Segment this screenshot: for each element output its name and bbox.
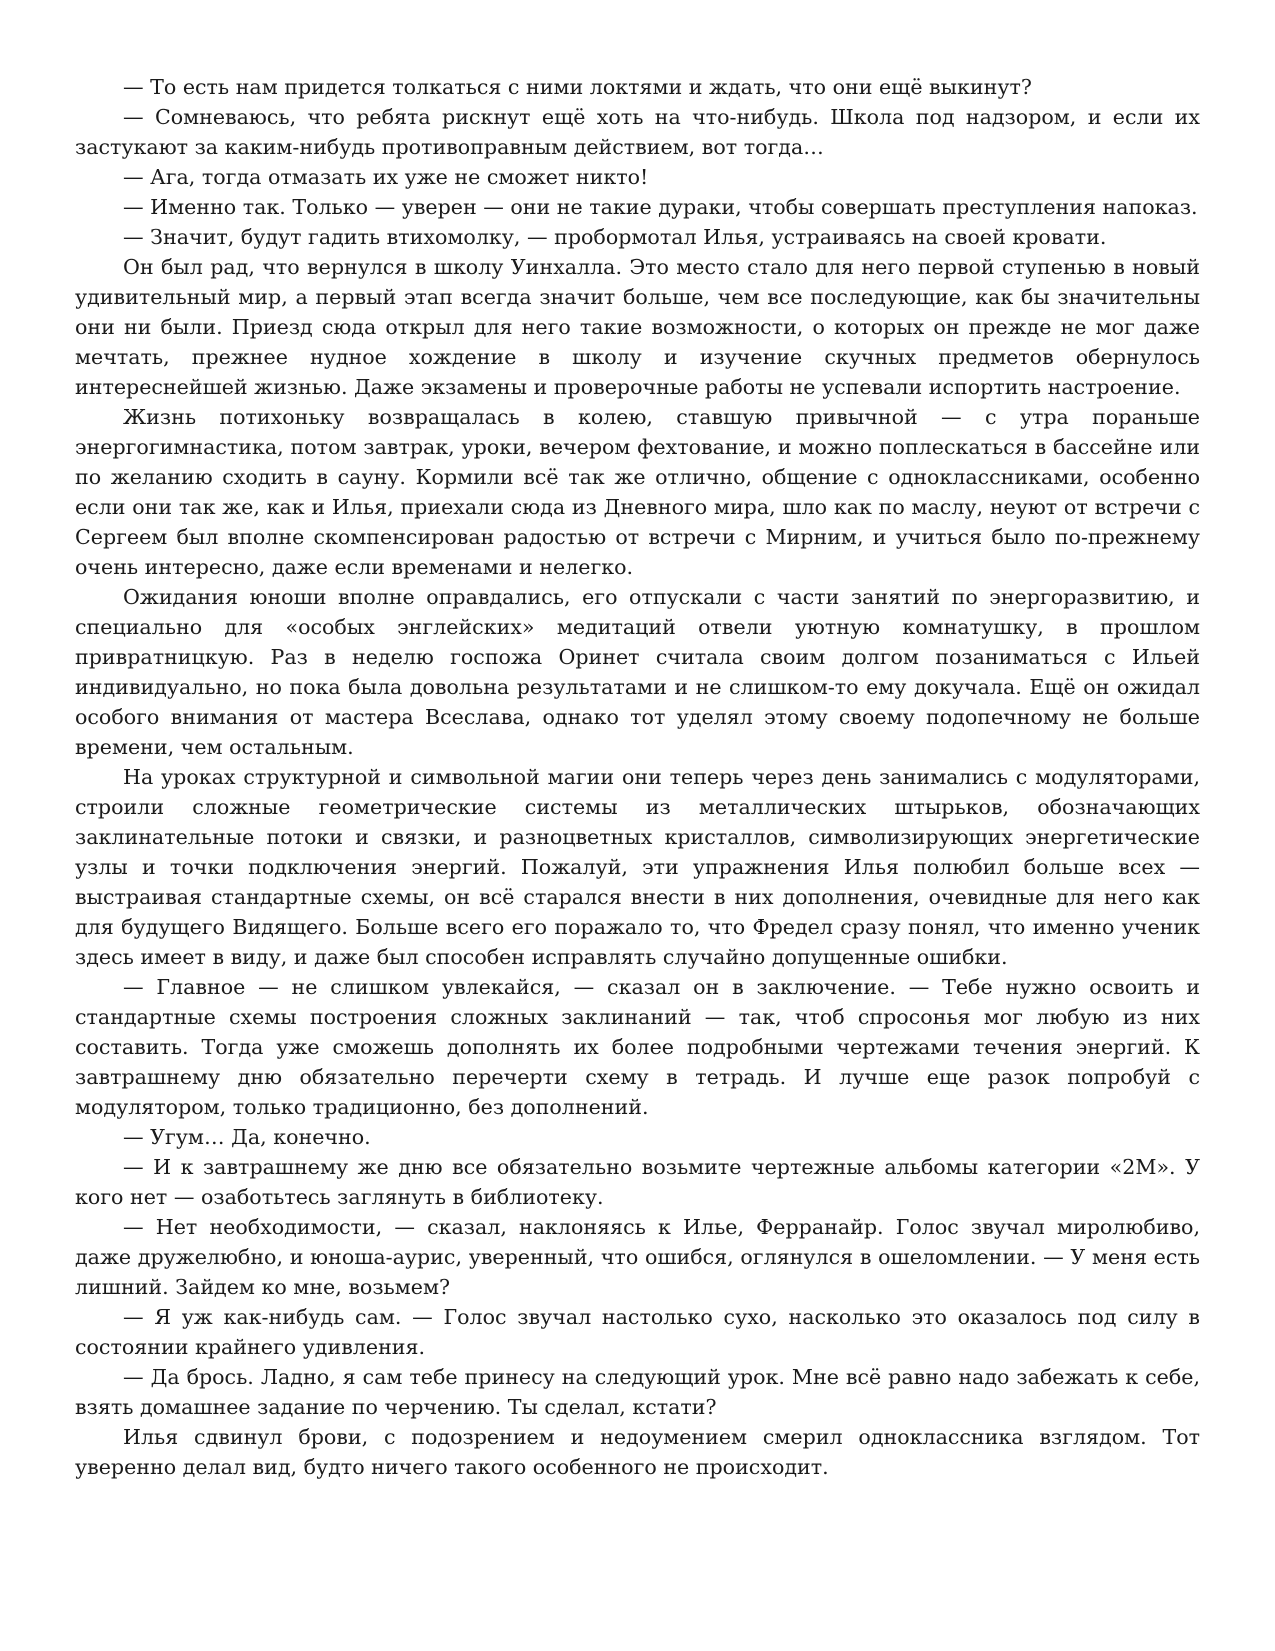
paragraph-13: — Нет необходимости, — сказал, наклоняясь к Илье, Ферранайр. Голос звучал миролюбиво, даже дружелюбно, и юноша-аурис, уверенный, что ошибся, оглянулся в ошеломлении. — У меня есть лишний. Зайдем ко мне, возьмем?	[75, 1215, 1200, 1299]
paragraph-8: Ожидания юноши вполне оправдались, его отпускали с части занятий по энергоразвитию, и специально для «особых энглейских» медитаций отвели уютную комнатушку, в прошлом привратницкую. Раз в неделю госпожа Оринет считала своим долгом позаниматься с Ильей индивидуально, но пока была довольна результатами и не слишком-то ему докучала. Ещё он ожидал особого внимания от мастера Всеслава, однако тот уделял этому своему подопечному не больше времени, чем остальным.	[75, 585, 1200, 759]
paragraph-6: Он был рад, что вернулся в школу Уинхалла. Это место стало для него первой ступенью в новый удивительный мир, а первый этап всегда значит больше, чем все последующие, как бы значительны они ни были. Приезд сюда открыл для него такие возможности, о которых он прежде не мог даже мечтать, прежнее нудное хождение в школу и изучение скучных предметов обернулось интереснейшей жизнью. Даже экзамены и проверочные работы не успевали испортить настроение.	[75, 255, 1200, 399]
paragraph-11: — Угум… Да, конечно.	[123, 1125, 371, 1149]
paragraph-7: Жизнь потихоньку возвращалась в колею, ставшую привычной — с утра пораньше энергогимнастика, потом завтрак, уроки, вечером фехтование, и можно поплескаться в бассейне или по желанию сходить в сауну. Кормили всё так же отлично, общение с одноклассниками, особенно если они так же, как и Илья, приехали сюда из Дневного мира, шло как по маслу, неуют от встречи с Сергеем был вполне скомпенсирован радостью от встречи с Мирним, и учиться было по-прежнему очень интересно, даже если временами и нелегко.	[75, 405, 1200, 579]
paragraph-12: — И к завтрашнему же дню все обязательно возьмите чертежные альбомы категории «2М». У кого нет — озаботьтесь заглянуть в библиотеку.	[75, 1155, 1200, 1209]
paragraph-1: — То есть нам придется толкаться с ними локтями и ждать, что они ещё выкинут?	[123, 75, 1032, 99]
paragraph-2: — Сомневаюсь, что ребята рискнут ещё хоть на что-нибудь. Школа под надзором, и если их застукают за каким-нибудь противоправным действием, вот тогда…	[75, 105, 1200, 159]
paragraph-16: Илья сдвинул брови, с подозрением и недоумением смерил одноклассника взглядом. Тот уверенно делал вид, будто ничего такого особенного не происходит.	[75, 1425, 1200, 1479]
book-page	[75, 72, 1200, 1482]
paragraph-14: — Я уж как-нибудь сам. — Голос звучал настолько сухо, насколько это оказалось под силу в состоянии крайнего удивления.	[75, 1305, 1200, 1359]
paragraph-15: — Да брось. Ладно, я сам тебе принесу на следующий урок. Мне всё равно надо забежать к себе, взять домашнее задание по черчению. Ты сделал, кстати?	[75, 1365, 1200, 1419]
paragraph-4: — Именно так. Только — уверен — они не такие дураки, чтобы совершать преступления напоказ.	[123, 195, 1198, 219]
paragraph-10: — Главное — не слишком увлекайся, — сказал он в заключение. — Тебе нужно освоить и стандартные схемы построения сложных заклинаний — так, чтоб спросонья мог любую из них составить. Тогда уже сможешь дополнять их более подробными чертежами течения энергий. К завтрашнему дню обязательно перечерти схему в тетрадь. И лучше еще разок попробуй с модулятором, только традиционно, без дополнений.	[75, 975, 1200, 1119]
paragraph-9: На уроках структурной и символьной магии они теперь через день занимались с модуляторами, строили сложные геометрические системы из металлических штырьков, обозначающих заклинательные потоки и связки, и разноцветных кристаллов, символизирующих энергетические узлы и точки подключения энергий. Пожалуй, эти упражнения Илья полюбил больше всех — выстраивая стандартные схемы, он всё старался внести в них дополнения, очевидные для него как для будущего Видящего. Больше всего его поражало то, что Фредел сразу понял, что именно ученик здесь имеет в виду, и даже был способен исправлять случайно допущенные ошибки.	[75, 765, 1200, 969]
paragraph-3: — Ага, тогда отмазать их уже не сможет никто!	[123, 165, 649, 189]
paragraph-5: — Значит, будут гадить втихомолку, — пробормотал Илья, устраиваясь на своей кровати.	[123, 225, 1107, 249]
